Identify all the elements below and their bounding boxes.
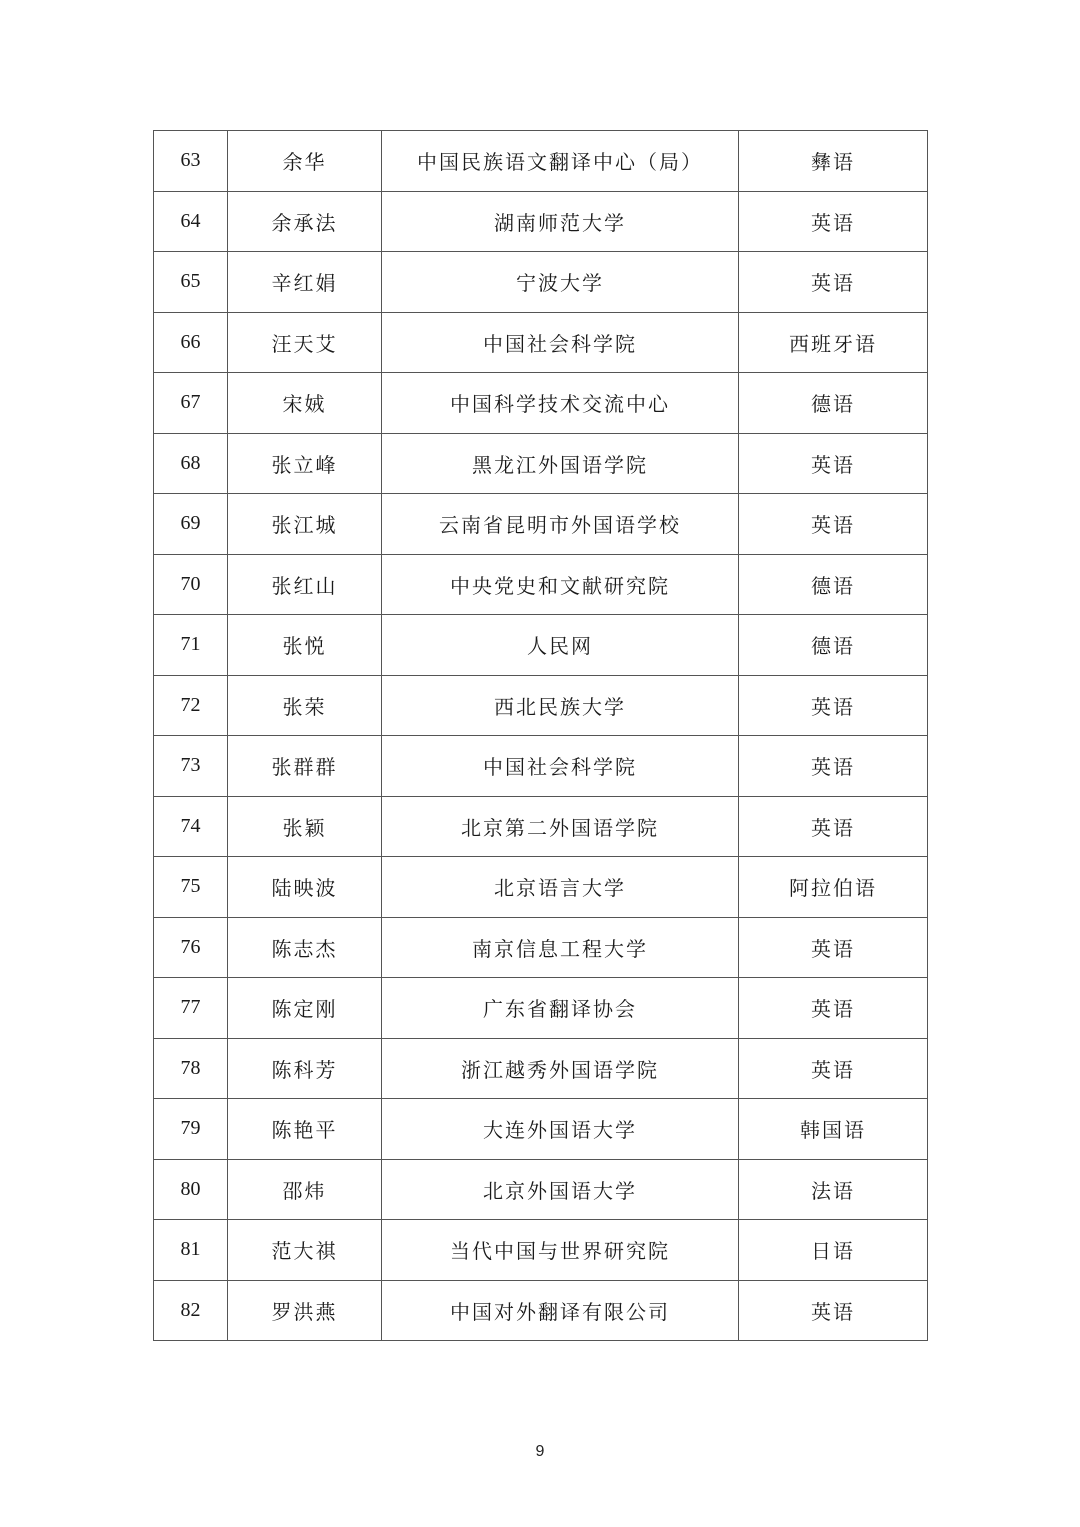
language-cell: 英语 xyxy=(739,433,928,494)
language-cell: 英语 xyxy=(739,494,928,555)
table-row xyxy=(154,736,928,797)
language-cell: 德语 xyxy=(739,615,928,676)
row-number-cell: 82 xyxy=(154,1280,228,1341)
table-row xyxy=(154,1159,928,1220)
name-cell: 陈艳平 xyxy=(228,1099,382,1160)
language-cell: 英语 xyxy=(739,1038,928,1099)
organization-cell: 中国科学技术交流中心 xyxy=(382,373,739,434)
name-cell: 陆映波 xyxy=(228,857,382,918)
organization-cell: 人民网 xyxy=(382,615,739,676)
name-cell: 张荣 xyxy=(228,675,382,736)
organization-cell: 中国对外翻译有限公司 xyxy=(382,1280,739,1341)
name-cell: 陈志杰 xyxy=(228,917,382,978)
name-cell: 张颖 xyxy=(228,796,382,857)
name-cell: 张立峰 xyxy=(228,433,382,494)
table-row xyxy=(154,131,928,192)
row-number-cell: 65 xyxy=(154,252,228,313)
language-cell: 英语 xyxy=(739,252,928,313)
organization-cell: 浙江越秀外国语学院 xyxy=(382,1038,739,1099)
row-number-cell: 64 xyxy=(154,191,228,252)
organization-cell: 北京外国语大学 xyxy=(382,1159,739,1220)
row-number-cell: 78 xyxy=(154,1038,228,1099)
table-row xyxy=(154,433,928,494)
name-cell: 陈科芳 xyxy=(228,1038,382,1099)
row-number-cell: 70 xyxy=(154,554,228,615)
row-number-cell: 68 xyxy=(154,433,228,494)
row-number-cell: 77 xyxy=(154,978,228,1039)
language-cell: 西班牙语 xyxy=(739,312,928,373)
table-row xyxy=(154,252,928,313)
organization-cell: 黑龙江外国语学院 xyxy=(382,433,739,494)
table-row xyxy=(154,312,928,373)
organization-cell: 云南省昆明市外国语学校 xyxy=(382,494,739,555)
row-number-cell: 67 xyxy=(154,373,228,434)
organization-cell: 中国社会科学院 xyxy=(382,736,739,797)
table-row xyxy=(154,1220,928,1281)
organization-cell: 湖南师范大学 xyxy=(382,191,739,252)
name-cell: 罗洪燕 xyxy=(228,1280,382,1341)
name-cell: 宋娀 xyxy=(228,373,382,434)
language-cell: 英语 xyxy=(739,917,928,978)
language-cell: 韩国语 xyxy=(739,1099,928,1160)
row-number-cell: 73 xyxy=(154,736,228,797)
table-row xyxy=(154,1280,928,1341)
organization-cell: 中国社会科学院 xyxy=(382,312,739,373)
name-cell: 张悦 xyxy=(228,615,382,676)
organization-cell: 中央党史和文献研究院 xyxy=(382,554,739,615)
table-row xyxy=(154,1099,928,1160)
language-cell: 英语 xyxy=(739,796,928,857)
name-cell: 范大祺 xyxy=(228,1220,382,1281)
table-row xyxy=(154,917,928,978)
organization-cell: 宁波大学 xyxy=(382,252,739,313)
organization-cell: 南京信息工程大学 xyxy=(382,917,739,978)
name-cell: 陈定刚 xyxy=(228,978,382,1039)
language-cell: 英语 xyxy=(739,978,928,1039)
table-row xyxy=(154,675,928,736)
name-cell: 辛红娟 xyxy=(228,252,382,313)
organization-cell: 西北民族大学 xyxy=(382,675,739,736)
language-cell: 英语 xyxy=(739,191,928,252)
row-number-cell: 72 xyxy=(154,675,228,736)
row-number-cell: 76 xyxy=(154,917,228,978)
row-number-cell: 79 xyxy=(154,1099,228,1160)
table-row xyxy=(154,857,928,918)
table-row xyxy=(154,978,928,1039)
row-number-cell: 80 xyxy=(154,1159,228,1220)
name-cell: 张红山 xyxy=(228,554,382,615)
roster-body xyxy=(154,131,928,1341)
language-cell: 英语 xyxy=(739,736,928,797)
language-cell: 日语 xyxy=(739,1220,928,1281)
row-number-cell: 74 xyxy=(154,796,228,857)
table-row xyxy=(154,796,928,857)
translator-roster-table xyxy=(153,130,928,1341)
table-row xyxy=(154,494,928,555)
name-cell: 邵炜 xyxy=(228,1159,382,1220)
organization-cell: 广东省翻译协会 xyxy=(382,978,739,1039)
row-number-cell: 71 xyxy=(154,615,228,676)
row-number-cell: 75 xyxy=(154,857,228,918)
language-cell: 英语 xyxy=(739,1280,928,1341)
row-number-cell: 63 xyxy=(154,131,228,192)
organization-cell: 中国民族语文翻译中心（局） xyxy=(382,131,739,192)
table-row xyxy=(154,554,928,615)
language-cell: 阿拉伯语 xyxy=(739,857,928,918)
table-row xyxy=(154,373,928,434)
row-number-cell: 81 xyxy=(154,1220,228,1281)
name-cell: 余承法 xyxy=(228,191,382,252)
row-number-cell: 66 xyxy=(154,312,228,373)
name-cell: 张群群 xyxy=(228,736,382,797)
table-row xyxy=(154,615,928,676)
table-row xyxy=(154,191,928,252)
page-number: 9 xyxy=(535,1443,545,1460)
name-cell: 余华 xyxy=(228,131,382,192)
language-cell: 法语 xyxy=(739,1159,928,1220)
organization-cell: 北京第二外国语学院 xyxy=(382,796,739,857)
language-cell: 英语 xyxy=(739,675,928,736)
organization-cell: 大连外国语大学 xyxy=(382,1099,739,1160)
language-cell: 德语 xyxy=(739,554,928,615)
language-cell: 彝语 xyxy=(739,131,928,192)
row-number-cell: 69 xyxy=(154,494,228,555)
language-cell: 德语 xyxy=(739,373,928,434)
table-row xyxy=(154,1038,928,1099)
name-cell: 汪天艾 xyxy=(228,312,382,373)
name-cell: 张江城 xyxy=(228,494,382,555)
organization-cell: 当代中国与世界研究院 xyxy=(382,1220,739,1281)
organization-cell: 北京语言大学 xyxy=(382,857,739,918)
